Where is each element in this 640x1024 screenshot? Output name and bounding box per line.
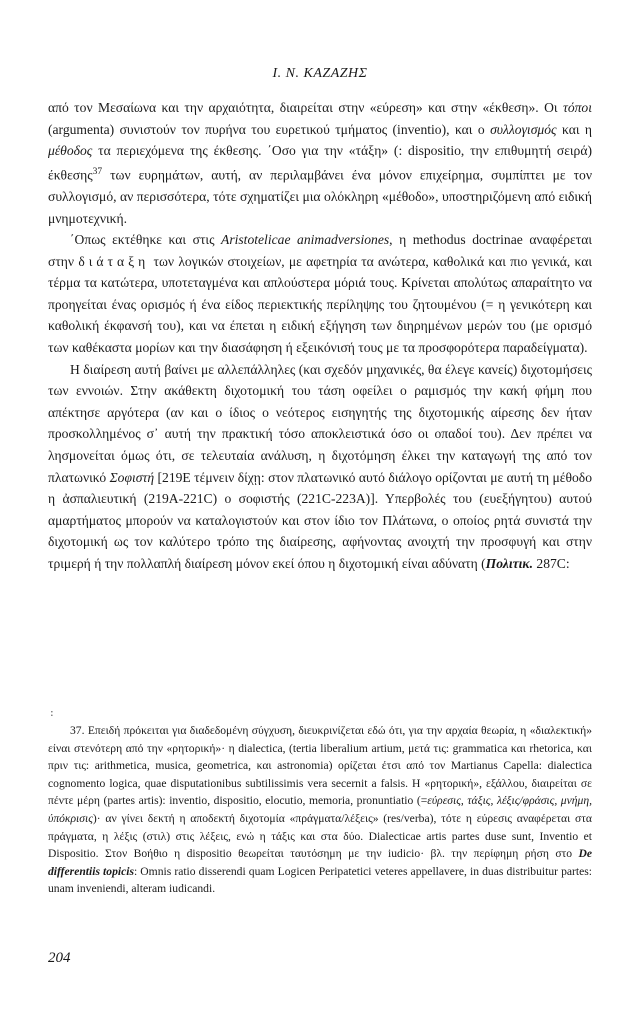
footnotes xyxy=(48,722,592,898)
emphasis: Aristotelicae animadversiones xyxy=(221,232,390,248)
footnote-37: 37. Επειδή πρόκειται για διαδεδομένη σύγχυση, διευκρινίζεται εδώ ότι, για την αρχαία θεωρία, η «διαλεκτική» είναι στενότερη από την «ρητορική»· η dialectica, (tertia liberalium artium, μετά τις: grammatica και rhetorica, και πριν τις: arithmetica, musica, geometrica, και astronomia) ορίζεται έτσι από τον Martianus Capella: dialectica cognomento logica, quae disputationibus subtilissimis vera secernit a falsis. Η «ρητορική», εξάλλου, διαιρείται σε πέντε μέρη (partes artis): inventio, dispositio, elocutio, memoria, pronuntiatio (=εύρεσις, τάξις, λέξις/φράσις, μνήμη, ύπόκρισις)· αν γίνει δεκτή η αποδεκτή διχοτομία «πράγματα/λέξεις» (res/verba), τότε η εύρεσις αναφέρεται στα πράγματα, η λέξις (στιλ) στις λέξεις, ενώ η τάξις και στα δύο. Dialecticae artis partes duse sunt, Inventio et Dispositio. Στον Βοήθιο η dispositio θεωρείται ταυτόσημη με την iudicio· βλ. την περίφημη ρήση στο De differentiis topicis: Omnis ratio disserendi quam Logicen Peripatetici veteres appellavere, in duas distribuitur partes: unam inveniendi, alteram iudicandi. xyxy=(48,724,592,896)
footnote-ref: 37 xyxy=(92,166,103,177)
paragraph-2: ΄Οπως εκτέθηκε και στις Aristotelicae animadversiones, η methodus doctrinae αναφέρεται στην διάταξη των λογικών στοιχείων, με αφετηρία τα ανώτερα, καθολικά και πιο γενικά, και τέρμα τα κατώτερα, υποτεταγμένα και απλούστερα μόριά τους. Κρίνεται απολύτως απαραίτητο να προηγείται ένας ορισμός ή ένα είδος περιεκτικής περίληψης του ζητουμένου (= η γενικότερη και καθολική έκφανσή του), και να έπεται η ειδική εξήγηση των διηρημένων μερών του (με ορισμό των καθέκαστα μορίων και την διασάφηση ή εξεικόνισή τους με τα προσφορότερα παραδείγματα). xyxy=(48,232,592,356)
emphasis: Πολιτικ. xyxy=(485,556,534,571)
page-number: 204 xyxy=(48,950,71,966)
emphasis: μέθοδος xyxy=(48,143,93,159)
paragraph-1: από τον Μεσαίωνα και την αρχαιότητα, διαιρείται στην «εύρεση» και στην «έκθεση». Οι τόποι (argumenta) συνιστούν τον πυρήνα του ευρετικού τμήματος (inventio), και ο συλλογισμός και η μέθοδος τα περιεχόμενα της έκθεσης. ΄Οσο για την «τάξη» (: dispositio, την επιθυμητή σειρά) έκθεσης$^{37}$ των ευρημάτων, αυτή, αν περιλαμβάνει ένα μόνον επιχείρημα, συμπίπτει με τον συλλογισμό, αν περισσότερα, τότε σχηματίζει μια ολόκληρη «μέθοδο», υποστηριζόμενη από ειδική μνημοτεχνική. xyxy=(48,100,592,226)
main-text xyxy=(48,97,592,575)
emphasis: τόποι xyxy=(562,100,592,115)
emphasis: Σοφιστή xyxy=(109,469,155,485)
margin-mark: : xyxy=(50,706,54,719)
emphasis: εύρεσις, τάξις, λέξις/φράσις, μνήμη, ύπόκρισις xyxy=(48,794,592,825)
spaced-term: διάταξη xyxy=(78,253,150,269)
paragraph-3: Η διαίρεση αυτή βαίνει με αλλεπάλληλες (και σχεδόν μηχανικές, θα έλεγε κανείς) διχοτομήσεις των εννοιών. Στην ακάθεκτη διχοτομική του τάση οφείλει ο ραμισμός την κακή φήμη που απέκτησε αργότερα (αν και ο ίδιος ο νεότερος εισηγητής της διχοτομικής αίρεσης δεν ήταν προσκολλημένος σ᾽ αυτή την πρακτική τόσο αποκλειστικά όσο οι οπαδοί του). Δεν πρέπει να λησμονείται όμως ότι, σε τελευταία ανάλυση, η διχοτόμηση έλκει την καταγωγή της από τον πλατωνικό Σοφιστή [219Ε τέμνειν δίχῃ: στον πλατωνικό αυτό διάλογο ορίζονται με αυτή τη μέθοδο η ἀσπαλιευτική (219Α-221C) ο σοφιστής (221C-223A)]. Υπερβολές του (ευεξήγητου) αυτού αμαρτήματος μπορούν να καταλογιστούν και στον ίδιο τον Πλάτωνα, ο οποίος ρητά συνιστά την διχοτομική ως τον καλύτερο τρόπο της διαίρεσης, αφήνοντας ανοιχτή την προσφυγή και στην τριμερή ή την πολλαπλή διαίρεση μόνον εκεί όπου η διχοτομική είναι αδύνατη (Πολιτικ. 287C: xyxy=(48,361,592,571)
running-head: I. N. ΚΑΖΑΖΗΣ xyxy=(272,66,368,81)
emphasis: De differentiis topicis xyxy=(48,847,592,878)
emphasis: συλλογισμός xyxy=(490,121,557,137)
